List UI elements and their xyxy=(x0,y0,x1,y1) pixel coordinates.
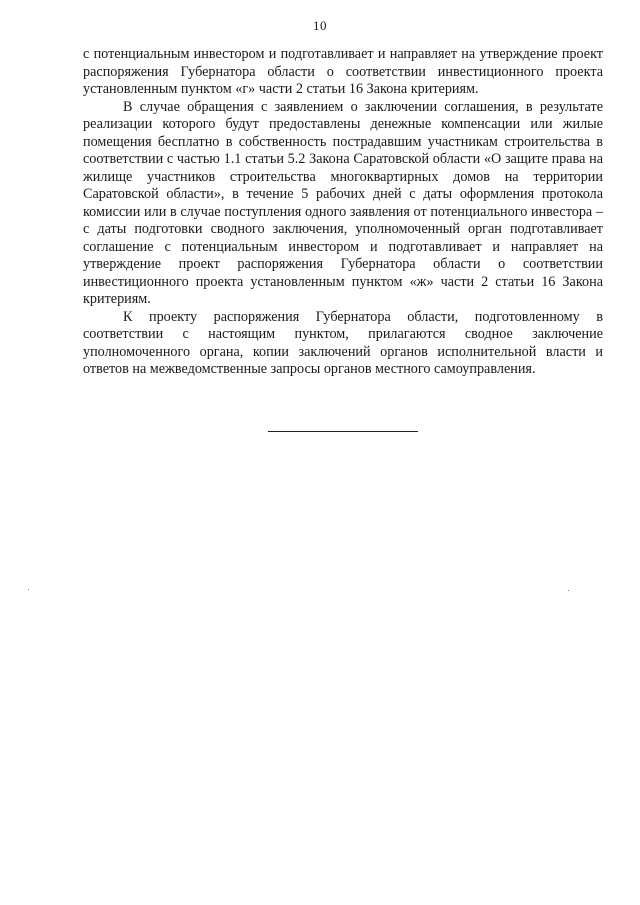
document-body xyxy=(83,46,603,379)
paragraph-continuation: с потенциальным инвестором и подготавливает и направляет на утверждение проект распоряжения Губернатора области о соответствии инвестиционного проекта установленным пунктом «г» части 2 статьи 16 Закона критериям. xyxy=(83,46,603,97)
paragraph-attachments: К проекту распоряжения Губернатора области, подготовленному в соответствии с настоящим пунктом, прилагаются сводное заключение уполномоченного органа, копии заключений органов исполнительной власти и ответов на межведомственные запросы органов местного самоуправления. xyxy=(83,308,603,377)
scan-speck xyxy=(568,590,569,591)
page-number: 10 xyxy=(313,18,327,33)
end-divider-line xyxy=(268,431,418,432)
paragraph-compensation-case: В случае обращения с заявлением о заключении соглашения, в результате реализации которого будут предоставлены денежные компенсации или жилые помещения бесплатно в собственность пострадавшим участникам строительства в соответствии с частью 1.1 статьи 5.2 Закона Саратовской области «О защите права на жилище участников строительства многоквартирных домов на территории Саратовской области», в течение 5 рабочих дней с даты оформления протокола комиссии или в случае поступления одного заявления от потенциального инвестора – с даты подготовки сводного заключения, уполномоченный орган подготавливает соглашение с потенциальным инвестором и подготавливает и направляет на утверждение проект распоряжения Губернатора области о соответствии инвестиционного проекта установленным пунктом «ж» части 2 статьи 16 Закона критериям. xyxy=(83,98,603,307)
scan-speck xyxy=(28,589,29,590)
